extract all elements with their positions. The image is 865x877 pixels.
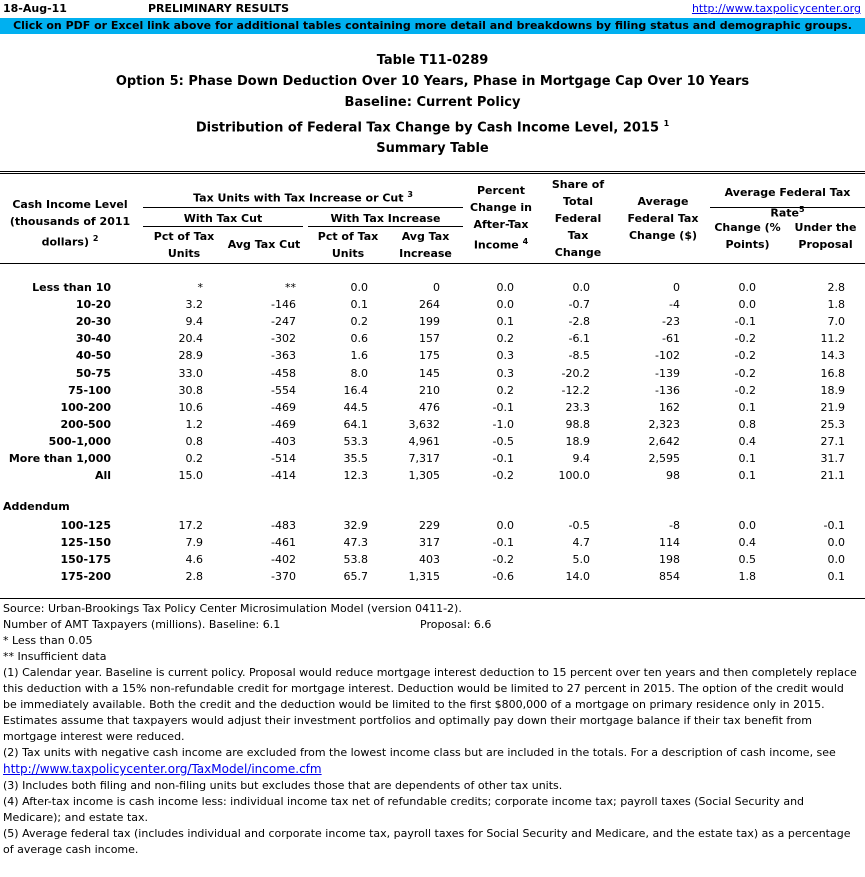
footnote-1: (1) Calendar year. Baseline is current policy. Proposal would reduce mortgage interest deduction to 15 percent over ten years and then completely replace this deduction with a 15% non-refundable credit for mortgage interest. Deduction would be limited to 27 percent in 2015. The option of the credit would be immediately available. Both the credit and the deduction would be limited to the first $800,000 of a mortgage on primary residence only in 2015. Estimates assume that taxpayers would adjust their investment portfolios and optimally pay down their mortgage balance if their tax benefit from mortgage interest were reduced. xyxy=(3,666,857,743)
amt-proposal: Proposal: 6.6 xyxy=(420,618,492,631)
table-cell: 7,317 xyxy=(408,452,440,465)
table-cell: 175 xyxy=(419,349,440,363)
table-row xyxy=(0,399,865,416)
table-cell: 3,632 xyxy=(408,417,440,431)
col-share xyxy=(540,176,616,261)
source-note: Source: Urban-Brookings Tax Policy Center Microsimulation Model (version 0411-2). xyxy=(3,602,462,615)
table-cell: 17.2 xyxy=(178,519,203,532)
table-cell: 10.6 xyxy=(178,400,203,414)
row-label: 75-100 xyxy=(68,383,111,397)
table-cell: 0 xyxy=(673,281,680,294)
table-row xyxy=(0,330,865,347)
table-cell: 9.4 xyxy=(572,452,590,465)
tax-units-group-sup: 3 xyxy=(407,190,413,199)
addendum-label: Addendum xyxy=(3,500,70,513)
table-bottom-rule xyxy=(0,598,865,599)
table-cell: 0.1 xyxy=(827,570,845,584)
avg-increase-l1: Avg Tax xyxy=(401,230,450,243)
pct-change-l4 xyxy=(466,233,536,254)
distribution-title xyxy=(0,113,865,138)
pct-units-increase-l1: Pct of Tax xyxy=(317,230,379,243)
table-cell: 28.9 xyxy=(178,349,203,363)
header-top-rule xyxy=(0,171,865,172)
table-cell: 98.8 xyxy=(565,417,590,431)
footnote-4: (4) After-tax income is cash income less: individual income tax net of refundable credits; corporate income tax; payroll taxes (Social Security and Medicare); and estate tax. xyxy=(3,795,805,824)
row-label: 20-30 xyxy=(75,315,111,329)
table-cell: -0.1 xyxy=(492,400,514,414)
table-cell: 15.0 xyxy=(178,469,203,483)
status-label: PRELIMINARY RESULTS xyxy=(148,2,290,15)
rate-change-l1: Change (% xyxy=(714,221,781,234)
distribution-text: Distribution of Federal Tax Change by Cash Income Level, 2015 xyxy=(195,120,660,136)
row-label: 500-1,000 xyxy=(48,434,111,448)
tax-units-group-text: Tax Units with Tax Increase or Cut xyxy=(193,191,404,205)
table-cell: 4.7 xyxy=(572,536,590,550)
table-cell: 0.5 xyxy=(738,553,756,567)
row-label: 100-125 xyxy=(60,519,111,532)
col-group-with-cut: With Tax Cut xyxy=(183,212,263,225)
row-label: 150-175 xyxy=(60,553,111,567)
table-cell: 32.9 xyxy=(343,519,368,532)
table-cell: 1.8 xyxy=(827,298,845,312)
col-group-tax-units xyxy=(143,186,463,207)
table-cell: 18.9 xyxy=(565,434,590,448)
pct-change-l4-text: Income xyxy=(473,238,519,252)
table-cell: 114 xyxy=(659,536,680,550)
table-cell: -458 xyxy=(271,366,296,380)
info-banner xyxy=(0,18,865,34)
table-cell: 5.0 xyxy=(572,553,590,567)
table-cell: -302 xyxy=(271,332,296,346)
less-than-note: * Less than 0.05 xyxy=(3,634,93,647)
table-cell: 0.0 xyxy=(738,298,756,312)
table-cell: 31.7 xyxy=(820,452,845,465)
notes-section xyxy=(3,601,858,858)
pct-units-increase-l2: Units xyxy=(331,247,365,260)
table-cell: -483 xyxy=(271,519,296,532)
avg-rate-group-text: Average Federal Tax Rate xyxy=(724,186,851,220)
amt-baseline: Number of AMT Taxpayers (millions). Baseline: 6.1 xyxy=(3,618,281,631)
table-cell: -402 xyxy=(271,553,296,567)
table-cell: 854 xyxy=(659,570,680,584)
table-cell: 2,323 xyxy=(648,417,680,431)
table-cell: 0.1 xyxy=(738,400,756,414)
table-id: Table T11-0289 xyxy=(376,53,489,68)
header-bottom-rule xyxy=(0,263,865,264)
table-cell: -0.2 xyxy=(734,366,756,380)
table-cell: -0.1 xyxy=(734,315,756,329)
table-cell: 9.4 xyxy=(185,315,203,329)
share-l1: Share of xyxy=(551,178,605,191)
footnote-3: (3) Includes both filing and non-filing units but excludes those that are dependents of other tax units. xyxy=(3,779,563,792)
banner-text: Click on PDF or Excel link above for additional tables containing more detail and breakdowns by filing status and demographic groups. xyxy=(13,19,852,32)
col-pct-units-cut xyxy=(143,228,225,262)
table-titles xyxy=(0,50,865,159)
table-cell: -403 xyxy=(271,434,296,448)
table-cell: -0.1 xyxy=(492,536,514,550)
pct-units-cut-l2: Units xyxy=(167,247,201,260)
table-cell: -23 xyxy=(662,315,680,329)
table-cell: 0.0 xyxy=(738,281,756,294)
table-cell: 317 xyxy=(419,536,440,550)
table-cell: -102 xyxy=(655,349,680,363)
table-cell: -0.2 xyxy=(734,332,756,346)
col-rate-under xyxy=(788,219,863,253)
row-label: All xyxy=(94,469,111,483)
rate-under-l2: Proposal xyxy=(798,238,853,251)
table-cell: 0.1 xyxy=(496,315,514,329)
top-bar xyxy=(0,0,865,18)
table-cell: 8.0 xyxy=(350,366,368,380)
col-group-avg-rate xyxy=(710,184,865,222)
table-cell: 0.0 xyxy=(496,519,514,532)
table-cell: 0.0 xyxy=(827,553,845,567)
table-cell: -0.5 xyxy=(492,434,514,448)
col-pct-change xyxy=(466,182,536,254)
share-l5: Change xyxy=(554,246,602,259)
distribution-sup: 1 xyxy=(663,119,670,128)
table-cell: 476 xyxy=(419,400,440,414)
table-cell: -461 xyxy=(271,536,296,550)
site-link[interactable]: http://www.taxpolicycenter.org xyxy=(691,2,861,15)
table-cell: -20.2 xyxy=(561,366,590,380)
table-row xyxy=(0,296,865,313)
table-cell: 0 xyxy=(433,281,440,294)
cash-income-link[interactable]: http://www.taxpolicycenter.org/TaxModel/income.cfm xyxy=(3,762,322,776)
income-level-sup: 2 xyxy=(92,234,99,243)
table-cell: -0.2 xyxy=(492,469,514,483)
income-level-l2: (thousands of 2011 xyxy=(9,215,131,228)
table-row xyxy=(0,313,865,330)
table-cell: * xyxy=(197,281,203,294)
table-cell: -136 xyxy=(655,383,680,397)
table-cell: 53.8 xyxy=(343,553,368,567)
table-cell: -0.5 xyxy=(568,519,590,532)
table-cell: 53.3 xyxy=(343,434,368,448)
table-cell: 0.2 xyxy=(496,332,514,346)
table-cell: -247 xyxy=(271,315,296,329)
table-cell: 35.5 xyxy=(343,452,368,465)
option-title: Option 5: Phase Down Deduction Over 10 Years, Phase in Mortgage Cap Over 10 Years xyxy=(115,74,750,89)
table-cell: 0.0 xyxy=(572,281,590,294)
income-level-l1: Cash Income Level xyxy=(12,198,128,211)
table-cell: 0.0 xyxy=(827,536,845,550)
row-label: 175-200 xyxy=(60,570,111,584)
table-cell: 20.4 xyxy=(178,332,203,346)
table-cell: 65.7 xyxy=(343,570,368,584)
table-row xyxy=(0,433,865,450)
table-cell: -0.2 xyxy=(734,383,756,397)
table-cell: 7.0 xyxy=(827,315,845,329)
report-date: 18-Aug-11 xyxy=(3,2,67,15)
rate-under-l1: Under the xyxy=(794,221,857,234)
table-cell: -0.2 xyxy=(734,349,756,363)
share-l2: Total xyxy=(562,195,594,208)
group-rule-tax-units xyxy=(143,207,463,208)
table-row xyxy=(0,517,865,534)
row-label: Less than 10 xyxy=(32,281,111,294)
amt-note xyxy=(3,617,858,633)
header-top-rule-2 xyxy=(0,173,865,174)
table-row xyxy=(0,467,865,484)
table-cell: 1.6 xyxy=(350,349,368,363)
table-row xyxy=(0,416,865,433)
table-cell: 18.9 xyxy=(820,383,845,397)
table-cell: 162 xyxy=(659,400,680,414)
table-cell: 44.5 xyxy=(343,400,368,414)
pct-units-cut-l1: Pct of Tax xyxy=(153,230,215,243)
table-cell: -363 xyxy=(271,349,296,363)
row-label: 50-75 xyxy=(75,366,111,380)
table-cell: -12.2 xyxy=(561,383,590,397)
table-cell: 25.3 xyxy=(820,417,845,431)
table-cell: 0.1 xyxy=(350,298,368,312)
table-cell: 21.1 xyxy=(820,469,845,483)
table-cell: 0.0 xyxy=(350,281,368,294)
table-cell: 403 xyxy=(419,553,440,567)
table-cell: 2,595 xyxy=(648,452,680,465)
table-cell: 1,315 xyxy=(408,570,440,584)
share-l3: Federal xyxy=(554,212,602,225)
table-cell: 0.3 xyxy=(496,366,514,380)
table-cell: 4.6 xyxy=(185,553,203,567)
table-cell: 0.6 xyxy=(350,332,368,346)
income-level-l3-text: dollars) xyxy=(41,235,89,249)
table-cell: 11.2 xyxy=(820,332,845,346)
table-cell: 12.3 xyxy=(343,469,368,483)
table-cell: -61 xyxy=(662,332,680,346)
table-cell: -0.1 xyxy=(823,519,845,532)
table-cell: -6.1 xyxy=(568,332,590,346)
avg-fed-l2: Federal Tax xyxy=(627,212,699,225)
table-cell: 0.8 xyxy=(185,434,203,448)
table-cell: 0.2 xyxy=(350,315,368,329)
table-cell: -370 xyxy=(271,570,296,584)
table-cell: 16.8 xyxy=(820,366,845,380)
col-income-level xyxy=(0,196,140,251)
table-cell: -469 xyxy=(271,400,296,414)
rate-change-l2: Points) xyxy=(725,238,770,251)
table-cell: 210 xyxy=(419,383,440,397)
pct-change-sup: 4 xyxy=(522,237,529,246)
avg-rate-group-sup: 5 xyxy=(799,205,805,214)
table-cell: -469 xyxy=(271,417,296,431)
table-cell: 0.0 xyxy=(738,519,756,532)
table-cell: -8.5 xyxy=(568,349,590,363)
footnote-5: (5) Average federal tax (includes individual and corporate income tax, payroll taxes for Social Security and Medicare, and the estate tax) as a percentage of average cash income. xyxy=(3,827,851,856)
table-cell: 64.1 xyxy=(343,417,368,431)
col-avg-increase xyxy=(388,228,463,262)
col-avg-cut: Avg Tax Cut xyxy=(227,238,301,251)
table-cell: -2.8 xyxy=(568,315,590,329)
table-cell: 0.1 xyxy=(738,452,756,465)
row-label: 30-40 xyxy=(75,332,111,346)
table-cell: -0.7 xyxy=(568,298,590,312)
table-row xyxy=(0,450,865,467)
avg-fed-l3: Change ($) xyxy=(628,229,698,242)
pct-change-l2: Change in xyxy=(470,201,532,214)
table-cell: 198 xyxy=(659,553,680,567)
table-cell: 0.3 xyxy=(496,349,514,363)
table-cell: -514 xyxy=(271,452,296,465)
table-cell: 157 xyxy=(419,332,440,346)
table-cell: 2.8 xyxy=(185,570,203,584)
table-cell: 145 xyxy=(419,366,440,380)
table-cell: 30.8 xyxy=(178,383,203,397)
income-level-l3 xyxy=(0,230,140,251)
table-cell: 1.8 xyxy=(738,570,756,584)
table-cell: 47.3 xyxy=(343,536,368,550)
table-cell: -4 xyxy=(669,298,680,312)
table-cell: 27.1 xyxy=(820,434,845,448)
table-cell: 0.0 xyxy=(496,298,514,312)
row-label: 100-200 xyxy=(60,400,111,414)
table-cell: 100.0 xyxy=(558,469,590,483)
table-cell: 0.4 xyxy=(738,536,756,550)
table-cell: 0.8 xyxy=(738,417,756,431)
share-l4: Tax xyxy=(567,229,589,242)
table-row xyxy=(0,365,865,382)
table-cell: 14.0 xyxy=(565,570,590,584)
table-cell: 264 xyxy=(419,298,440,312)
col-avg-fed xyxy=(618,193,708,244)
table-row xyxy=(0,347,865,364)
table-cell: 0.2 xyxy=(185,452,203,465)
avg-increase-l2: Increase xyxy=(399,247,452,260)
table-cell: -1.0 xyxy=(492,417,514,431)
table-row xyxy=(0,382,865,399)
footnote-2: (2) Tax units with negative cash income are excluded from the lowest income class but are included in the totals. For a description of cash income, see xyxy=(3,746,836,759)
table-cell: 98 xyxy=(666,469,680,483)
table-cell: -414 xyxy=(271,469,296,483)
row-label: 10-20 xyxy=(75,298,111,312)
table-row xyxy=(0,534,865,551)
table-cell: 2.8 xyxy=(827,281,845,294)
row-label: 125-150 xyxy=(60,536,111,550)
table-cell: -554 xyxy=(271,383,296,397)
table-cell: ** xyxy=(285,281,296,294)
table-cell: 0.1 xyxy=(738,469,756,483)
table-cell: 0.4 xyxy=(738,434,756,448)
table-cell: 21.9 xyxy=(820,400,845,414)
row-label: 40-50 xyxy=(75,349,111,363)
avg-fed-l1: Average xyxy=(637,195,689,208)
table-cell: 229 xyxy=(419,519,440,532)
pct-change-l1: Percent xyxy=(476,184,526,197)
table-row xyxy=(0,568,865,585)
table-cell: 0.2 xyxy=(496,383,514,397)
table-cell: 16.4 xyxy=(343,383,368,397)
row-label: 200-500 xyxy=(60,417,111,431)
table-cell: -8 xyxy=(669,519,680,532)
baseline-title: Baseline: Current Policy xyxy=(344,95,521,110)
table-cell: -139 xyxy=(655,366,680,380)
pct-change-l3: After-Tax xyxy=(473,218,529,231)
table-cell: 1,305 xyxy=(408,469,440,483)
table-cell: 3.2 xyxy=(185,298,203,312)
table-cell: 2,642 xyxy=(648,434,680,448)
table-cell: 33.0 xyxy=(178,366,203,380)
col-rate-change xyxy=(710,219,785,253)
table-cell: 0.0 xyxy=(496,281,514,294)
table-row xyxy=(0,279,865,296)
col-group-with-increase: With Tax Increase xyxy=(330,212,441,225)
table-cell: -0.1 xyxy=(492,452,514,465)
table-cell: -0.2 xyxy=(492,553,514,567)
table-cell: 14.3 xyxy=(820,349,845,363)
summary-title: Summary Table xyxy=(376,141,489,157)
table-cell: 4,961 xyxy=(408,434,440,448)
table-cell: -0.6 xyxy=(492,570,514,584)
table-cell: 199 xyxy=(419,315,440,329)
insufficient-note: ** Insufficient data xyxy=(3,650,107,663)
table-row xyxy=(0,551,865,568)
col-pct-units-increase xyxy=(308,228,388,262)
table-cell: -146 xyxy=(271,298,296,312)
row-label: More than 1,000 xyxy=(8,452,111,465)
table-cell: 1.2 xyxy=(185,417,203,431)
table-cell: 23.3 xyxy=(565,400,590,414)
table-cell: 7.9 xyxy=(185,536,203,550)
